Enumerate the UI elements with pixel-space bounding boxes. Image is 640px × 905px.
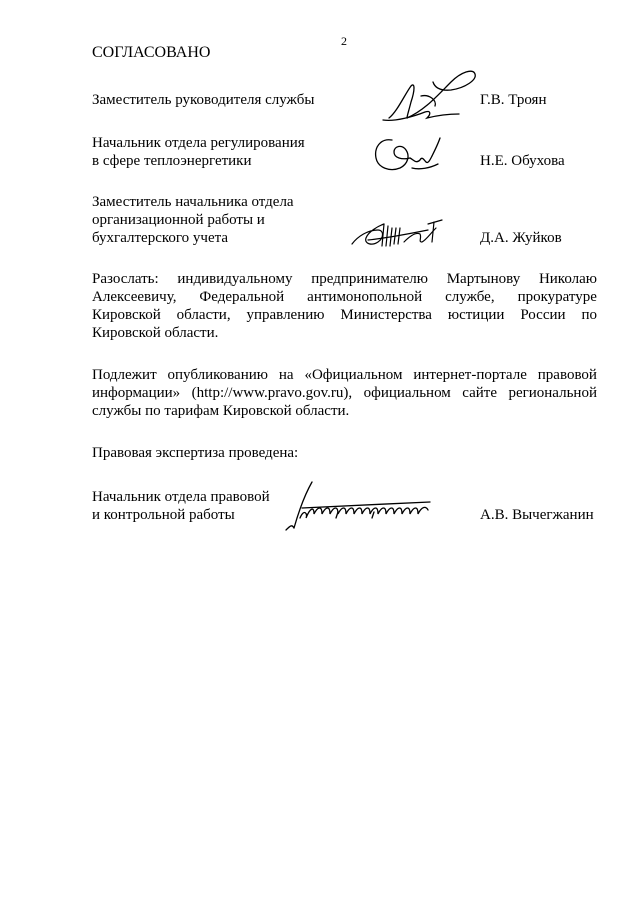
signature-troyan <box>375 60 485 130</box>
text-line <box>92 366 597 384</box>
word: области, <box>176 307 231 323</box>
word: службе, <box>445 289 495 305</box>
word: прокуратуре <box>517 289 597 305</box>
signatory-2-role <box>92 134 342 170</box>
word: официальном <box>363 385 451 401</box>
word: индивидуальному <box>177 271 293 287</box>
word: предпринимателю <box>311 271 428 287</box>
word: Подлежит <box>92 367 157 383</box>
role-line: Заместитель начальника отдела <box>92 194 294 210</box>
word: сайте <box>462 385 497 401</box>
role-line: Заместитель руководителя службы <box>92 92 315 108</box>
role-line: Начальник отдела регулирования <box>92 135 305 151</box>
signatory-2-name: Н.Е. Обухова <box>480 153 565 169</box>
legal-review-role <box>92 488 342 524</box>
signatory-1-role <box>92 91 342 109</box>
word: антимонопольной <box>307 289 423 305</box>
text-line <box>92 306 597 324</box>
signature-zhuykov <box>348 216 448 256</box>
role-line: Начальник отдела правовой <box>92 489 270 505</box>
text-line <box>92 288 597 306</box>
text-line: службы по тарифам Кировской области. <box>92 403 350 419</box>
word: юстиции <box>447 307 505 323</box>
publication-paragraph <box>92 366 597 420</box>
text-line <box>92 384 597 402</box>
word: интернет-портале <box>413 367 527 383</box>
word: (http://www.pravo.gov.ru), <box>191 385 353 401</box>
word: информации» <box>92 385 181 401</box>
word: Николаю <box>538 271 597 287</box>
signatory-1-name: Г.В. Троян <box>480 92 547 108</box>
approval-heading: СОГЛАСОВАНО <box>92 44 211 61</box>
text-line: Кировской области. <box>92 325 219 341</box>
word: Мартынову <box>446 271 521 287</box>
text-line <box>92 270 597 288</box>
role-line: и контрольной работы <box>92 507 235 523</box>
distribution-paragraph <box>92 270 597 342</box>
legal-review-text: Правовая экспертиза проведена: <box>92 445 299 461</box>
word: Федеральной <box>199 289 285 305</box>
word: Алексеевичу, <box>92 289 177 305</box>
role-line: бухгалтерского учета <box>92 230 229 246</box>
word: по <box>581 307 597 323</box>
word: на <box>278 367 294 383</box>
word: опубликованию <box>167 367 268 383</box>
page-number: 2 <box>341 34 347 48</box>
word: России <box>520 307 566 323</box>
role-line: в сфере теплоэнергетики <box>92 153 252 169</box>
signatory-3-name: Д.А. Жуйков <box>480 230 562 246</box>
word: «Официальном <box>304 367 403 383</box>
word: Министерства <box>340 307 432 323</box>
word: управлению <box>246 307 325 323</box>
signatory-3-role <box>92 193 342 247</box>
word: Разослать: <box>92 271 159 287</box>
word: региональной <box>508 385 597 401</box>
word: Кировской <box>92 307 161 323</box>
role-line: организационной работы и <box>92 212 265 228</box>
legal-review-name: А.В. Вычегжанин <box>480 507 594 523</box>
signature-obukhova <box>368 130 443 178</box>
word: правовой <box>537 367 597 383</box>
